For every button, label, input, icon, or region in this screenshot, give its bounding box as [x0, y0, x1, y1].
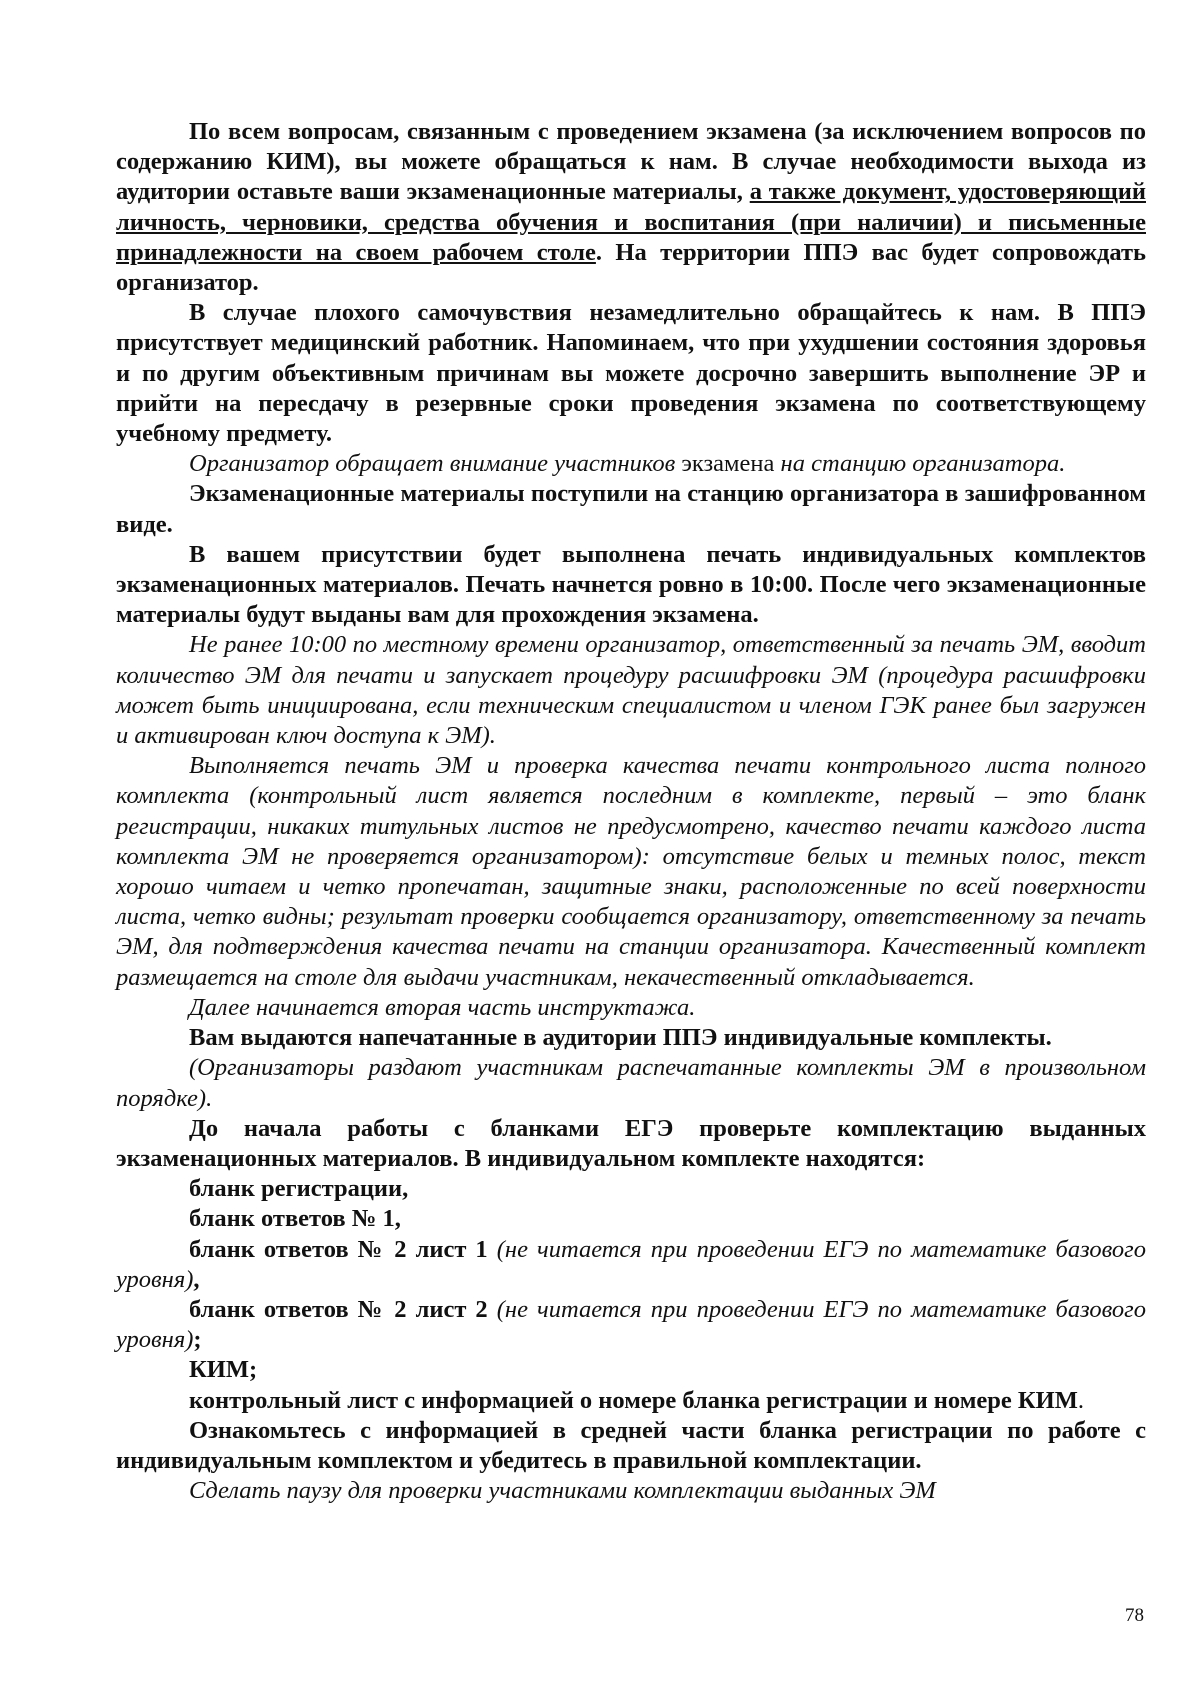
paragraph-second-part: Далее начинается вторая часть инструктажа.	[189, 993, 696, 1021]
paragraph-distribution: (Организаторы раздают участникам распечатанные комплекты ЭМ в произвольном порядке).	[116, 1054, 1146, 1112]
underlined-instruction: а также документ, удостоверяющий личность, черновики, средства обучения и воспитания (при наличии) и письменные принадлежности на своем рабочем столе	[116, 178, 1146, 266]
list-item-control-sheet: контрольный лист с информацией о номере бланка регистрации и номере КИМ.	[189, 1386, 1084, 1414]
paragraph-print-check: Выполняется печать ЭМ и проверка качества печати контрольного листа полного комплекта (контрольный лист является последним в комплекте, первый – это бланк регистрации, никаких титульных листов не предусмотрено, качество печати каждого листа комплекта ЭМ не проверяется организатором): отсутствие белых и темных полос, текст хорошо читаем и четко пропечатан, защитные знаки, расположенные по всей поверхности листа, четко видны; результат проверки сообщается организатору, ответственному за печать ЭМ, для подтверждения качества печати на станции организатора. Качественный комплект размещается на столе для выдачи участникам, некачественный откладывается.	[116, 752, 1146, 991]
paragraph-materials-received: Экзаменационные материалы поступили на станцию организатора в зашифрованном виде.	[116, 480, 1146, 538]
paragraph-familiarize: Ознакомьтесь с информацией в средней части бланка регистрации по работе с индивидуальным комплектом и убедитесь в правильной комплектации.	[116, 1416, 1146, 1474]
paragraph-health: В случае плохого самочувствия незамедлительно обращайтесь к нам. В ППЭ присутствует медицинский работник. Напоминаем, что при ухудшении состояния здоровья и по другим объективным причинам вы можете досрочно завершить выполнение ЭР и прийти на пересдачу в резервные сроки проведения экзамена по соответствующему учебному предмету.	[116, 299, 1146, 448]
paragraph-contacts: По всем вопросам, связанным с проведением экзамена (за исключением вопросов по содержанию КИМ), вы можете обращаться к нам. В случае необходимости выхода из аудитории оставьте ваши экзаменационные материалы, а также документ, удостоверяющий личность, черновики, средства обучения и воспитания (при наличии) и письменные принадлежности на своем рабочем столе. На территории ППЭ вас будет сопровождать организатор.	[116, 118, 1146, 297]
paragraph-check-kit: До начала работы с бланками ЕГЭ проверьте комплектацию выданных экзаменационных материалов. В индивидуальном комплекте находятся:	[116, 1114, 1146, 1172]
paragraph-kits-issued: Вам выдаются напечатанные в аудитории ППЭ индивидуальные комплекты.	[189, 1024, 1052, 1052]
page-number: 78	[1125, 1605, 1144, 1626]
list-item-answer-form-2-sheet-2: бланк ответов № 2 лист 2 (не читается при проведении ЕГЭ по математике базового уровня);	[116, 1295, 1146, 1354]
paragraph-printing: В вашем присутствии будет выполнена печать индивидуальных комплектов экзаменационных материалов. Печать начнется ровно в 10:00. После чего экзаменационные материалы будут выданы вам для прохождения экзамена.	[116, 540, 1146, 629]
document-page	[116, 117, 1146, 1506]
list-item-answer-form-2-sheet-1: бланк ответов № 2 лист 1 (не читается при проведении ЕГЭ по математике базового уровня),	[116, 1235, 1146, 1293]
list-item-answer-form-1: бланк ответов № 1,	[189, 1205, 401, 1233]
paragraph-pause: Сделать паузу для проверки участниками комплектации выданных ЭМ	[189, 1477, 936, 1505]
list-item-registration-form: бланк регистрации,	[189, 1175, 409, 1203]
list-item-kim: КИМ;	[189, 1356, 258, 1384]
paragraph-decryption: Не ранее 10:00 по местному времени организатор, ответственный за печать ЭМ, вводит количество ЭМ для печати и запускает процедуру расшифровки ЭМ (процедура расшифровки может быть инициирована, если техническим специалистом и членом ГЭК ранее был загружен и активирован ключ доступа к ЭМ).	[116, 631, 1146, 750]
paragraph-organizer-attention: Организатор обращает внимание участников экзамена на станцию организатора.	[189, 450, 1066, 478]
